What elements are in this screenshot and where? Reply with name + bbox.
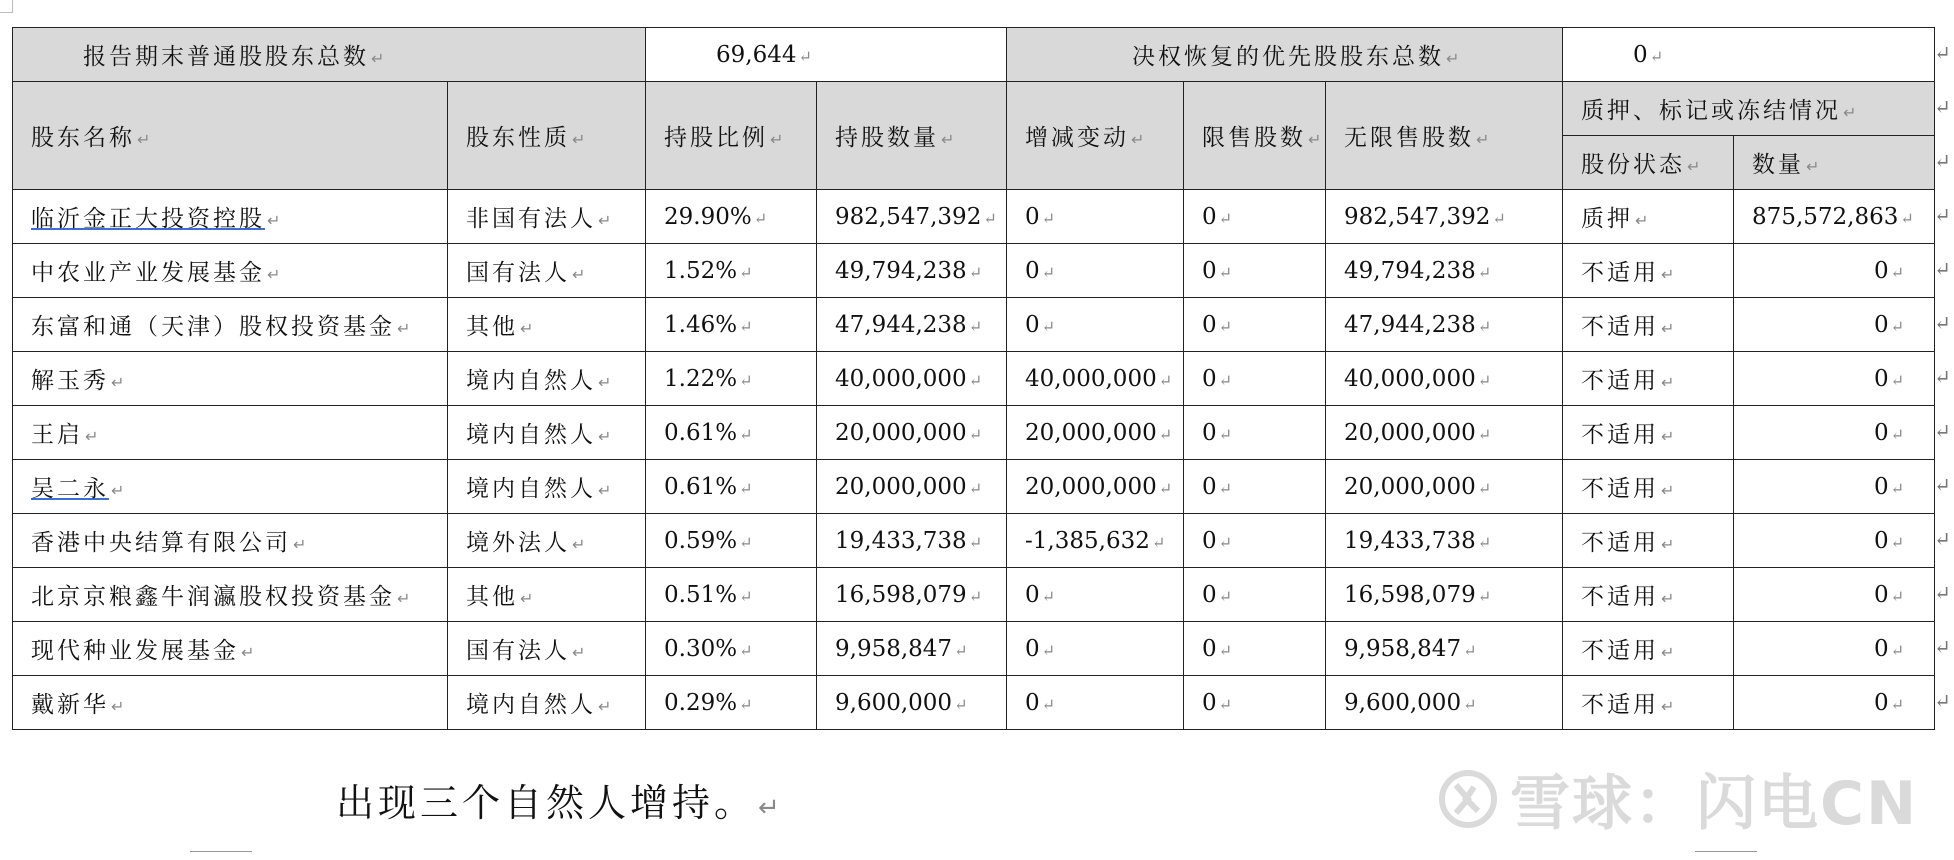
- header-quantity: 持股数量 ↵: [817, 82, 1007, 190]
- watermark: [1438, 756, 1918, 842]
- holder-change: 0 ↵: [1007, 244, 1184, 298]
- preferred-holders-label: 决权恢复的优先股股东总数: [1132, 44, 1445, 70]
- holder-pledged: 0 ↵: [1734, 352, 1935, 406]
- common-holders-label-cell: 报告期末普通股股东总数 ↵: [13, 28, 646, 82]
- holder-nature: 非国有法人 ↵: [448, 190, 646, 244]
- holder-restricted: 0 ↵: [1184, 352, 1326, 406]
- holder-pledged: 0 ↵: [1734, 460, 1935, 514]
- header-nature: 股东性质 ↵: [448, 82, 646, 190]
- holder-pledged: 0 ↵: [1734, 622, 1935, 676]
- holder-change: 0 ↵: [1007, 190, 1184, 244]
- holder-pledged: 0 ↵: [1734, 514, 1935, 568]
- holder-unrestricted: 16,598,079 ↵: [1326, 568, 1563, 622]
- holder-pledged: 0 ↵: [1734, 298, 1935, 352]
- page-footer-mark: [190, 851, 252, 852]
- holder-pledged: 0 ↵: [1734, 676, 1935, 730]
- holder-nature: 国有法人 ↵: [448, 622, 646, 676]
- common-holders-value-cell: 69,644 ↵: [646, 28, 1007, 82]
- header-pledge-group: 质押、标记或冻结情况 ↵: [1563, 82, 1935, 136]
- row-end-mark: ↵: [1934, 527, 1951, 551]
- holder-ratio: 0.30% ↵: [646, 622, 817, 676]
- holder-change: 20,000,000 ↵: [1007, 460, 1184, 514]
- holder-change: 20,000,000 ↵: [1007, 406, 1184, 460]
- header-name: 股东名称 ↵: [13, 82, 448, 190]
- holder-unrestricted: 49,794,238 ↵: [1326, 244, 1563, 298]
- summary-row: [13, 28, 1935, 82]
- holder-ratio: 0.59% ↵: [646, 514, 817, 568]
- holder-quantity: 16,598,079 ↵: [817, 568, 1007, 622]
- holder-nature: 境内自然人 ↵: [448, 460, 646, 514]
- holder-unrestricted: 9,958,847 ↵: [1326, 622, 1563, 676]
- holder-ratio: 0.51% ↵: [646, 568, 817, 622]
- row-end-mark: ↵: [1934, 635, 1951, 659]
- holder-name: 北京京粮鑫牛润瀛股权投资基金 ↵: [13, 568, 448, 622]
- header-restricted: 限售股数 ↵: [1184, 82, 1326, 190]
- holder-restricted: 0 ↵: [1184, 622, 1326, 676]
- table-row: [13, 622, 1935, 676]
- holder-name: 临沂金正大投资控股 ↵: [13, 190, 448, 244]
- header-ratio: 持股比例 ↵: [646, 82, 817, 190]
- table-row: [13, 352, 1935, 406]
- holder-ratio: 0.61% ↵: [646, 406, 817, 460]
- common-holders-value: 69,644: [716, 41, 797, 68]
- holder-status: 不适用 ↵: [1563, 298, 1734, 352]
- holder-unrestricted: 40,000,000 ↵: [1326, 352, 1563, 406]
- holder-change: 0 ↵: [1007, 676, 1184, 730]
- holder-restricted: 0 ↵: [1184, 298, 1326, 352]
- caption-text: 出现三个自然人增持。: [336, 781, 757, 825]
- holder-unrestricted: 20,000,000 ↵: [1326, 460, 1563, 514]
- row-end-mark: ↵: [1934, 257, 1951, 281]
- holder-change: 40,000,000 ↵: [1007, 352, 1184, 406]
- preferred-holders-value: 0: [1633, 41, 1648, 68]
- table-row: [13, 244, 1935, 298]
- holder-change: 0 ↵: [1007, 622, 1184, 676]
- holder-pledged: 0 ↵: [1734, 568, 1935, 622]
- holder-status: 质押 ↵: [1563, 190, 1734, 244]
- row-end-mark: ↵: [1934, 419, 1951, 443]
- holder-quantity: 47,944,238 ↵: [817, 298, 1007, 352]
- holder-name: 现代种业发展基金 ↵: [13, 622, 448, 676]
- holder-unrestricted: 9,600,000 ↵: [1326, 676, 1563, 730]
- holder-nature: 境内自然人 ↵: [448, 352, 646, 406]
- holder-name: 东富和通（天津）股权投资基金 ↵: [13, 298, 448, 352]
- caption-paragraph: 出现三个自然人增持。↵: [336, 781, 784, 825]
- holder-unrestricted: 19,433,738 ↵: [1326, 514, 1563, 568]
- holder-nature: 境内自然人 ↵: [448, 406, 646, 460]
- holder-restricted: 0 ↵: [1184, 190, 1326, 244]
- page-corner-marker: [0, 0, 13, 13]
- preferred-holders-value-cell: 0 ↵: [1563, 28, 1935, 82]
- holder-restricted: 0 ↵: [1184, 568, 1326, 622]
- holder-name: 香港中央结算有限公司 ↵: [13, 514, 448, 568]
- holder-nature: 其他 ↵: [448, 568, 646, 622]
- holder-status: 不适用 ↵: [1563, 406, 1734, 460]
- holder-name: 戴新华 ↵: [13, 676, 448, 730]
- holder-nature: 境外法人 ↵: [448, 514, 646, 568]
- row-end-mark: ↵: [1934, 689, 1951, 713]
- row-end-mark: ↵: [1934, 95, 1951, 119]
- holder-status: 不适用 ↵: [1563, 352, 1734, 406]
- table-row: [13, 406, 1935, 460]
- holder-ratio: 1.52% ↵: [646, 244, 817, 298]
- holder-change: -1,385,632 ↵: [1007, 514, 1184, 568]
- row-end-mark: ↵: [1934, 41, 1951, 65]
- row-end-mark: ↵: [1934, 311, 1951, 335]
- common-holders-label: 报告期末普通股股东总数: [83, 44, 369, 70]
- holder-ratio: 29.90% ↵: [646, 190, 817, 244]
- holder-quantity: 49,794,238 ↵: [817, 244, 1007, 298]
- row-end-mark: ↵: [1934, 149, 1951, 173]
- header-row: [13, 82, 1935, 136]
- holder-status: 不适用 ↵: [1563, 622, 1734, 676]
- holder-name: 中农业产业发展基金 ↵: [13, 244, 448, 298]
- table-row: [13, 568, 1935, 622]
- row-end-mark: ↵: [1934, 581, 1951, 605]
- table-row: [13, 460, 1935, 514]
- holder-quantity: 20,000,000 ↵: [817, 406, 1007, 460]
- snowball-logo-icon: [1438, 769, 1498, 829]
- holder-restricted: 0 ↵: [1184, 460, 1326, 514]
- holder-unrestricted: 982,547,392 ↵: [1326, 190, 1563, 244]
- holder-pledged: 0 ↵: [1734, 244, 1935, 298]
- header-change: 增减变动 ↵: [1007, 82, 1184, 190]
- holder-restricted: 0 ↵: [1184, 676, 1326, 730]
- holder-status: 不适用 ↵: [1563, 460, 1734, 514]
- holder-ratio: 1.22% ↵: [646, 352, 817, 406]
- holder-pledged: 875,572,863 ↵: [1734, 190, 1935, 244]
- header-pledge-quantity: 数量 ↵: [1734, 136, 1935, 190]
- holder-quantity: 19,433,738 ↵: [817, 514, 1007, 568]
- holder-quantity: 40,000,000 ↵: [817, 352, 1007, 406]
- holder-quantity: 982,547,392 ↵: [817, 190, 1007, 244]
- holder-restricted: 0 ↵: [1184, 514, 1326, 568]
- holder-unrestricted: 47,944,238 ↵: [1326, 298, 1563, 352]
- holder-ratio: 1.46% ↵: [646, 298, 817, 352]
- row-end-mark: ↵: [1934, 365, 1951, 389]
- holder-name: 解玉秀 ↵: [13, 352, 448, 406]
- header-unrestricted: 无限售股数 ↵: [1326, 82, 1563, 190]
- holder-ratio: 0.29% ↵: [646, 676, 817, 730]
- holder-ratio: 0.61% ↵: [646, 460, 817, 514]
- holder-pledged: 0 ↵: [1734, 406, 1935, 460]
- page-footer-mark: [1695, 851, 1757, 852]
- holder-nature: 国有法人 ↵: [448, 244, 646, 298]
- holder-restricted: 0 ↵: [1184, 406, 1326, 460]
- preferred-holders-label-cell: 决权恢复的优先股股东总数 ↵: [1007, 28, 1563, 82]
- row-end-mark: ↵: [1934, 473, 1951, 497]
- holder-status: 不适用 ↵: [1563, 676, 1734, 730]
- shareholder-table: [12, 27, 1935, 730]
- holder-name: 吴二永 ↵: [13, 460, 448, 514]
- holder-change: 0 ↵: [1007, 298, 1184, 352]
- holder-name: 王启 ↵: [13, 406, 448, 460]
- watermark-text: 雪球：闪电CN: [1510, 769, 1919, 839]
- holder-nature: 其他 ↵: [448, 298, 646, 352]
- holder-nature: 境内自然人 ↵: [448, 676, 646, 730]
- holder-unrestricted: 20,000,000 ↵: [1326, 406, 1563, 460]
- table-row: [13, 298, 1935, 352]
- row-end-mark: ↵: [1934, 203, 1951, 227]
- holder-quantity: 9,600,000 ↵: [817, 676, 1007, 730]
- holder-status: 不适用 ↵: [1563, 514, 1734, 568]
- table-row: [13, 190, 1935, 244]
- holder-quantity: 9,958,847 ↵: [817, 622, 1007, 676]
- holder-change: 0 ↵: [1007, 568, 1184, 622]
- holder-status: 不适用 ↵: [1563, 244, 1734, 298]
- holder-status: 不适用 ↵: [1563, 568, 1734, 622]
- table-row: [13, 676, 1935, 730]
- holder-quantity: 20,000,000 ↵: [817, 460, 1007, 514]
- table-row: [13, 514, 1935, 568]
- header-share-status: 股份状态 ↵: [1563, 136, 1734, 190]
- holder-restricted: 0 ↵: [1184, 244, 1326, 298]
